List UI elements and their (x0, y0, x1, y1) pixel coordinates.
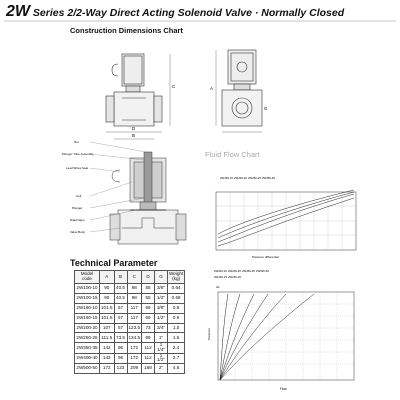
table-row (75, 323, 185, 333)
table-cell: 90 (100, 293, 115, 303)
table-cell: 142 (100, 343, 115, 353)
table-cell: 107 (100, 323, 115, 333)
dim-label-a: A (210, 86, 214, 91)
cutaway-valve (110, 152, 186, 244)
table-cell: 40.5 (114, 293, 127, 303)
table-cell: 101.5 (100, 303, 115, 313)
bottom-legend-a1: 2W040-10 (214, 269, 227, 273)
table-cell: 96 (114, 353, 127, 363)
table-row (75, 353, 185, 363)
table-cell: 112 (142, 343, 155, 353)
technical-parameter-table (74, 270, 185, 374)
table-cell: 2W500-50 (75, 363, 100, 373)
table-row (75, 293, 185, 303)
table-cell: 3/8" (155, 284, 168, 294)
table-cell: 3/4" (155, 323, 168, 333)
bottom-ylabel-short: Air (216, 285, 220, 289)
flow-chart-top (216, 176, 356, 259)
page-title (6, 3, 344, 21)
table-cell: 2W100-10 (75, 284, 100, 294)
table-cell: 123 (114, 363, 127, 373)
table-cell: 2W400-40 (75, 353, 100, 363)
table-cell: 57 (114, 323, 127, 333)
model-code: 2W (6, 3, 30, 20)
dimensions-section-title: Construction Dimensions Chart (70, 26, 183, 35)
col-d: D (142, 271, 155, 284)
valve-side-view (106, 54, 162, 126)
table-cell: 2W350-35 (75, 343, 100, 353)
part-label-nut: Nut (74, 140, 79, 144)
title-text: Series 2/2-Way Direct Acting Solenoid Valve · Normally Closed (30, 7, 345, 19)
table-cell: 2.7 (168, 353, 185, 363)
table-cell: 2W160-15 (75, 313, 100, 323)
top-legend-4: 2W350-35 (262, 176, 275, 180)
table-cell: 57 (114, 313, 127, 323)
col-a: A (100, 271, 115, 284)
bottom-ylabel: Pressure (207, 327, 211, 340)
table-cell: 101.5 (100, 313, 115, 323)
table-cell: 0.9 (168, 303, 185, 313)
top-legend-2: 2W200-20 (234, 176, 247, 180)
table-header-row (75, 271, 185, 284)
table-cell: 123.5 (127, 323, 142, 333)
table-row (75, 333, 185, 343)
table-cell: 99 (142, 333, 155, 343)
part-label-diaphragm: Diaphragm (70, 218, 85, 222)
bottom-legend-a4: 2W500-50 (256, 269, 269, 273)
table-row (75, 284, 185, 294)
table-row (75, 363, 185, 373)
table-cell: 3/8" (155, 303, 168, 313)
valve-front-view (222, 50, 262, 126)
bottom-legend-a2: 2W200-20 (228, 269, 241, 273)
table-cell: 57 (114, 303, 127, 313)
technical-section-title: Technical Parameter (70, 258, 158, 268)
table-cell: 1/2" (155, 293, 168, 303)
table-cell: 172 (127, 343, 142, 353)
table-cell: 73.5 (114, 333, 127, 343)
col-g: G (155, 271, 168, 284)
flow-chart (204, 168, 364, 398)
dim-label-d: D (132, 126, 136, 131)
table-cell: 0.68 (168, 293, 185, 303)
table-cell: 90 (100, 284, 115, 294)
title-divider (0, 20, 400, 22)
flow-chart-bottom (207, 269, 354, 391)
table-cell: 98 (127, 293, 142, 303)
dim-label-b: B (132, 133, 136, 138)
table-cell: 0.64 (168, 284, 185, 294)
part-label-lead-wires: Lead Wires Seal (66, 166, 89, 170)
bottom-xlabel: Flow (280, 387, 287, 391)
dim-label-c: C (172, 84, 176, 89)
table-cell: 98 (127, 284, 142, 294)
table-cell: 1 1/4" (155, 343, 168, 353)
table-row (75, 303, 185, 313)
table-cell: 1.0 (168, 323, 185, 333)
table-cell: 168 (142, 363, 155, 373)
table-cell: 172 (127, 353, 142, 363)
table-cell: 2" (155, 363, 168, 373)
table-cell: 112 (142, 353, 155, 363)
table-cell: 1/2" (155, 313, 168, 323)
table-cell: 142 (100, 353, 115, 363)
table-cell: 2W250-25 (75, 333, 100, 343)
table-cell: 55 (142, 293, 155, 303)
part-label-plunger-tube: Plunger Tube Assembly (62, 152, 94, 156)
table-cell: 73 (142, 323, 155, 333)
table-cell: 1 1/2" (155, 353, 168, 363)
bottom-legend-b1: 2W160-15 (214, 275, 227, 279)
table-cell: 55 (142, 284, 155, 294)
table-cell: 2W100-15 (75, 293, 100, 303)
flow-chart-title: Fluid Flow Chart (205, 150, 260, 159)
table-cell: 69 (142, 303, 155, 313)
table-cell: 117 (127, 313, 142, 323)
table-cell: 40.5 (114, 284, 127, 294)
table-cell: 0.9 (168, 313, 185, 323)
table-cell: 1" (155, 333, 168, 343)
bottom-legend-a3: 2W350-35 (242, 269, 255, 273)
table-cell: 117 (127, 303, 142, 313)
part-label-plunger: Plunger (72, 206, 83, 210)
table-cell: 2W160-10 (75, 303, 100, 313)
dimensions-drawing (100, 36, 300, 146)
dim-label-g: G (264, 106, 268, 111)
bottom-legend-b2: 2W250-25 (228, 275, 241, 279)
part-label-valve-body: Valve Body (70, 230, 85, 234)
col-weight: Weight (kg) (168, 271, 185, 284)
table-cell: 2.4 (168, 343, 185, 353)
table-cell: 209 (127, 363, 142, 373)
col-b: B (114, 271, 127, 284)
table-cell: 69 (142, 313, 155, 323)
table-row (75, 343, 185, 353)
top-xlabel: Pressure differential (252, 255, 279, 259)
table-cell: 1.5 (168, 333, 185, 343)
table-cell: 111.5 (100, 333, 115, 343)
table-cell: 96 (114, 343, 127, 353)
col-model-code: Model code (75, 271, 100, 284)
col-c: C (127, 271, 142, 284)
table-cell: 172 (100, 363, 115, 373)
top-legend-1: 2W160-15 (220, 176, 233, 180)
part-label-coil: Coil (76, 194, 82, 198)
table-body (75, 284, 185, 374)
top-legend-3: 2W250-25 (248, 176, 261, 180)
table-row (75, 313, 185, 323)
table-cell: 134.5 (127, 333, 142, 343)
table-cell: 2W200-20 (75, 323, 100, 333)
table-cell: 4.5 (168, 363, 185, 373)
construction-drawing (60, 138, 200, 258)
